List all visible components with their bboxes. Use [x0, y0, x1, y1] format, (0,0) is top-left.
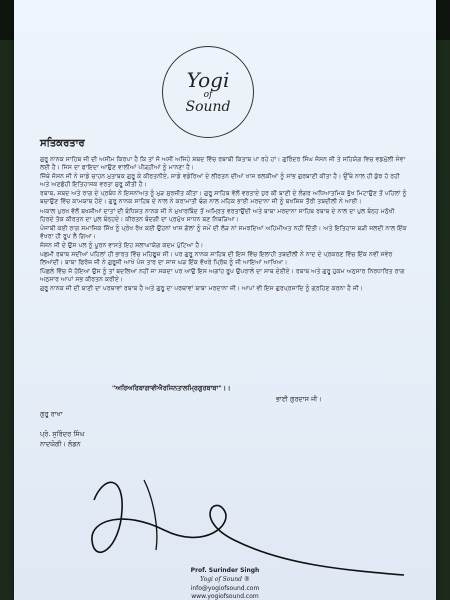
- paragraph: ਜੋਸਨ ਜੀ ਦੇ ਉਸ ਪਲ ਨੂੰ ਪੂਰਨ ਵਾਸਤੇ ਇਹ ਸ਼ਲਾਘਾਯੋਗ ਕਦਮ ਪੁੱਟਿਆ ਹੈ।: [40, 241, 204, 249]
- footer-name: Prof. Surinder Singh: [190, 567, 260, 574]
- logo-text-sound: Sound: [185, 99, 231, 115]
- closing: ਗੁਰੂ ਰਾਖਾ: [40, 410, 63, 418]
- greeting: ਸਤਿਕਰਤਾਰ: [40, 138, 85, 149]
- paragraph: ਜਿੱਥੇ ਜੋਸਨ ਜੀ ਨੇ ਸਾਡੇ ਚਾਹਨ ਮੁਤਾਬਕ ਗੁਰੂ ਕੇ ਕੀਰਤਨੀਏ, ਸਾਡੇ ਵਡੇਰਿਆਂ ਦੇ ਲੀਰਤਨ ਦੀਆਂ ਖਾਸ ਝਲਕੀਆਂ ਨੂੰ ਸਾਂਭ ਗੁਰਬਾਣੀ ਕੀਤਾ ਹੈ। ਉੱਥੇ ਨਾਲ ਹੀ ਕੁੱਝ ਹੋ ਰਹੀ ਅਤੇ ਅਣਛੋਹੀ ਇਤਿਹਾਸਕ ਵਰਤਾ ਸ਼ੁਰੂ ਕੀਤੀ ਹੈ।: [40, 173, 400, 189]
- yogi-of-sound-logo: [162, 46, 254, 138]
- signatory-name: ਪ੍ਰੋ. ਸੁਰਿੰਦਰ ਸਿੰਘ: [40, 430, 85, 438]
- footer-email: info@yogiofsound.com: [190, 585, 260, 592]
- quote-author: ਭਾਈ ਗੁਰਦਾਸ ਜੀ।: [276, 395, 322, 403]
- quote: "ਅਰਿਅਰਿਬਾਗਾਵੀਐਰਜਿਨਤਾਲਮ੍ਰਿਗੁਰਬਾਬਾ"।।: [112, 384, 231, 392]
- paragraph: ਗੁਰੂ ਨਾਨਕ ਸਾਹਿਬ ਜੀ ਦੀ ਅਸੀਮ ਕਿਰਪਾ ਹੈ ਕਿ ਤਾਂ ਜੋ ਅਸੀਂ ਅਜਿਹੇ ਸ਼ਬਦ ਵਿੱਚ ਰਬਾਬੀ ਕਿਤਾਬ ਪਾ ਰਹੇ ਹਾਂ। ਗੁਰਿੰਦਰ ਸਿੰਘ ਜੋਸਨ ਜੀ ਤੇ ਸਹਿਯੋਗ ਵਿਚ ਵਡਮੁੱਲੀ ਸੇਵਾ ਲਈ ਹੈ। ਜਿਸ ਦਾ ਫਾਇਦਾ ਆਉਣ ਵਾਲੀਆਂ ਪੀੜ੍ਹੀਆਂ ਨੂੰ ਮਾਨਣਾ ਹੈ।: [40, 156, 406, 172]
- paragraph: ਅਕਾਲ ਪੁਰਖ ਵੱਲੋਂ ਬਖਸ਼ੀਆਂ ਦਾਤਾਂ ਦੀ ਬੰਧਿਸ਼ਤ ਨਾਨਕ ਜੀ ਨੇ ਮੁਖਾਰਬਿੰਦ ਤੋਂ ਅਮ੍ਰਿਤ ਵਰਤਾਉਂਦੀ ਅਤੇ ਬਾਬਾ ਮਰਦਾਨਾ ਸਾਹਿਬ ਰਬਾਬ ਦੇ ਨਾਲ ਦਾ ਪੁਲ ਬੰਨ੍ਹ ਮਨੁੱਖੀ ਹਿਰਦੇ ਤੱਕ ਕੀਰਤਨ ਦਾ ਪੁਲ ਬੰਨ੍ਹਦੇ। ਕੀਰਤਨ ਬੰਦਗੀ ਦਾ ਪ੍ਰਮੁੱਖ ਸਾਧਨ ਬਣ ਨਿਬੜਿਆ।: [40, 207, 395, 223]
- paragraph: ਰਬਾਬ, ਸ਼ਬਦ ਅਤੇ ਰਾਗ ਦੇ ਪ੍ਰਬੰਧ ਨੇ ਇਸਨਾਂਅਤ ਨੂੰ ਮੁੜ ਸੁਰਜੀਤ ਕੀਤਾ। ਗੁਰੂ ਸਾਹਿਬ ਵੱਲੋਂ ਵਰਤਾਏ ਧੁਰ ਕੀ ਬਾਣੀ ਦੇ ਲੰਗਰ ਅਧਿਆਤਮਿਕ ਭੁੱਖ ਮਿਟਾਉਣ ਤੋਂ ਪਹਿਲਾਂ ਨੂੰ ਬਚਾਉਣ ਵਿੱਚ ਕਾਮਯਾਬ ਹੋਏ। ਗੁਰੂ ਨਾਨਕ ਸਾਹਿਬ ਦੇ ਨਾਲ ਨੇ ਕਰਾਮਾਤੀ ਢੰਗ ਨਾਲ ਮਹਿਕ ਭਾਈ ਮਰਦਾਨਾ ਜੀ ਨੂੰ ਬਖਸ਼ਿਸ਼ ਤੌਰੀ ਤਬਦੀਲੀ ਨੇ ਆਈ।: [40, 190, 407, 206]
- logo-text-yogi: Yogi: [186, 68, 230, 92]
- signatory-place: ਨਾਦਯੋਗੀ। ਲੰਡਨ: [40, 440, 81, 448]
- paragraph: ਗੁਰੂ ਨਾਨਕ ਜੀ ਦੀ ਬਾਣੀ ਦਾ ਪਰਥਾਵਾਂ ਰਬਾਬ ਹੈ ਅਤੇ ਗੁਰੂ ਦਾ ਪਰਥਾਵਾਂ ਬਾਬਾ ਮਰਦਾਨਾ ਜੀ। ਆਪਾਂ ਵੀ ਇਸ ਗੁਰਪ੍ਰਸਾਦਿ ਨੂੰ ਗ੍ਰਹਿਣ ਕਰਨਾ ਹੈ ਜੀ।: [40, 285, 363, 293]
- letter-page: [14, 0, 436, 600]
- paragraph: ਪੰਜਾਬੀ ਕਈ ਰਾਗ ਸਮਾਜਿਕ ਸਿੱਖ ਨੂੰ ਪ੍ਰੇਖ ਰੱਖ ਕਈ ਉਹਨਾਂ ਖਾਸ ਗੱਲਾਂ ਨੂੰ ਸਮੇਂ ਦੀ ਲੋੜ ਨਾਂ ਸਮਝਦਿਆਂ ਅਹਿਮੀਅਤ ਨਹੀਂ ਦਿੱਤੀ। ਅਤੇ ਇਤਿਹਾਸ ਬੜੀ ਜਲਦੀ ਨਾਲ ਇੱਕ ਵੱਖਰਾ ਹੀ ਰੂਪ ਲੈ ਗਿਆ।: [40, 224, 407, 240]
- handwritten-signature: [84, 470, 414, 580]
- letter-body: [40, 156, 410, 295]
- footer-brand: Yogi of Sound ®: [200, 576, 250, 583]
- paragraph: ਪਛਮੀ ਰਬਾਬ ਸਦੀਆਂ ਪਹਿਲਾਂ ਹੀ ਭਾਰਤ ਵਿੱਚ ਮਹਿਫੂਜ਼ ਸੀ। ਪਰ ਗੁਰੂ ਨਾਨਕ ਸਾਹਿਬ ਦੀ ਇਸ ਵਿੱਚ ਇਲਾਹੀ ਤਬਦੀਲੀ ਨੇ ਨਾਦ ਦੇ ਪ੍ਰਕਰਣ ਵਿੱਚ ਇੱਕ ਨਵੀਂ ਸਵੇਰ ਲਿਆਂਦੀ। ਬਾਬਾ ਫਿਰੋਜ਼ ਜੀ ਨੇ ਗੁਰੂਜੀ ਆਖੇ ਪੰਜ ਤਾਰ ਦਾ ਸਾਜ ਘੜ ਇੱਕ ਵੱਖਰੇ ਪ੍ਰਿੱਥ ਨੂੰ ਜੀ ਆਇਆਂ ਆਖਿਆ।: [40, 251, 393, 267]
- logo-text-of: of: [203, 90, 213, 100]
- footer-website: www.yogiofsound.com: [191, 593, 259, 600]
- paragraph: ਪਿੱਛਲੇ ਵਿੱਚ ਜੋ ਹੋਇਆ ਉਸ ਨੂੰ ਤਾਂ ਬਦਲਿਆ ਨਹੀਂ ਜਾ ਸਕਦਾ ਪਰ ਆਉ ਇਸ ਅਗਾਂਹ ਰੂਪ ਉਪਰਾਲੇ ਦਾ ਸਾਥ ਦੇਈਏ। ਰਬਾਬ ਅਤੇ ਗੁਰੂ ਹੁਕਮ ਅਨੁਸਾਰ ਨਿਰਧਾਰਿਤ ਰਾਗ ਅਨੁਸਾਰ ਆਪਾਂ ਸਭ ਕੀਰਤਨ ਕਰੀਏ।: [40, 268, 405, 284]
